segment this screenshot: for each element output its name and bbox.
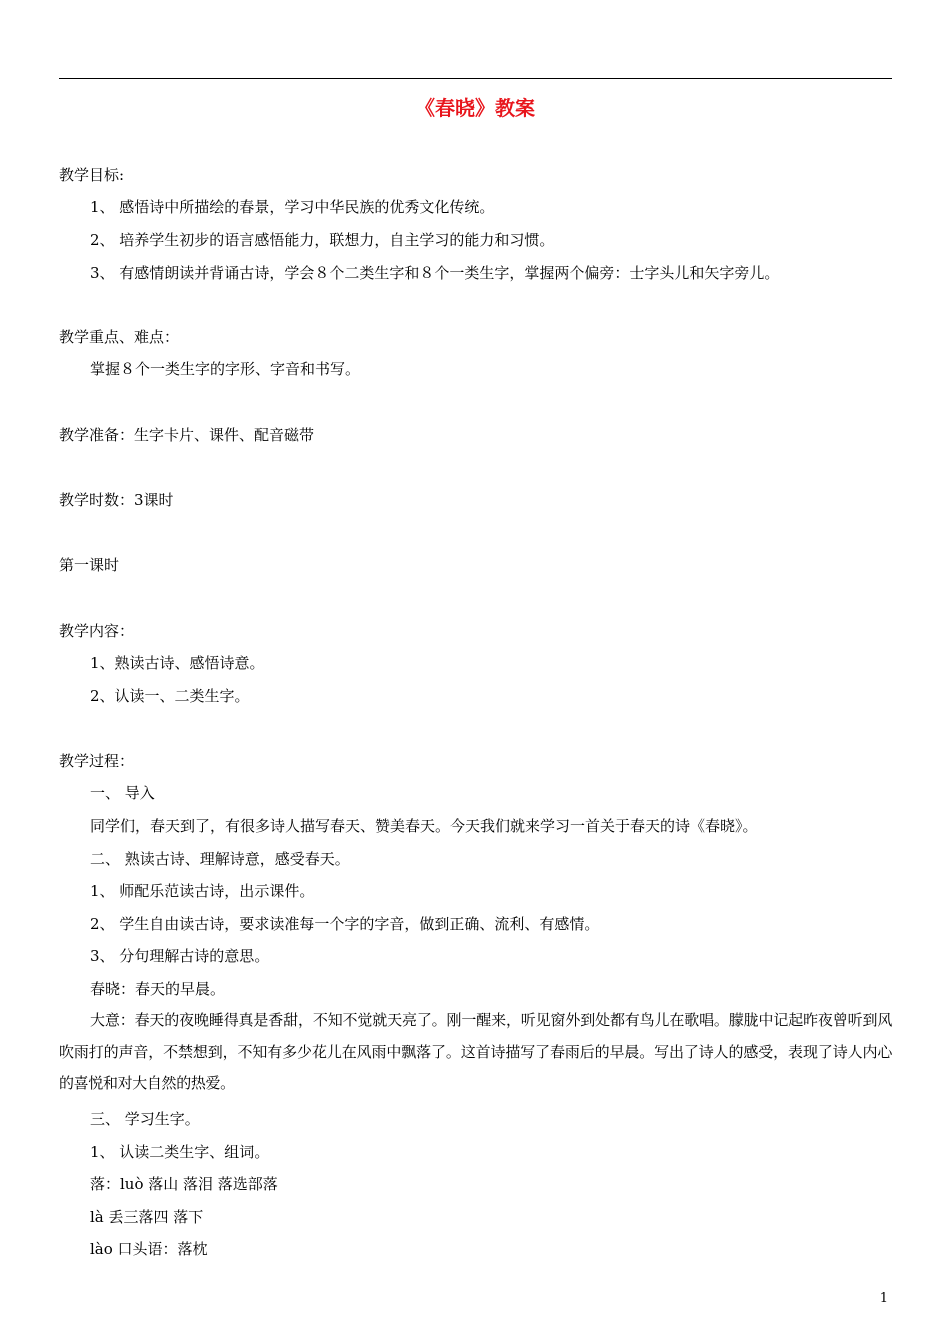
goal-item-1: 1、 感悟诗中所描绘的春景，学习中华民族的优秀文化传统。 [90,198,495,216]
content-item-2: 2、认读一、二类生字。 [90,687,250,705]
process-heading: 教学过程： [59,752,135,770]
goals-heading: 教学目标: [59,166,125,184]
content-item-1: 1、熟读古诗、感悟诗意。 [90,654,265,672]
process-line: 同学们，春天到了，有很多诗人描写春天、赞美春天。今天我们就来学习一首关于春天的诗《春晓》。 [90,817,758,835]
header-rule [59,78,892,79]
process-line: 春晓：春天的早晨。 [90,980,226,998]
process-line: 三、 学习生字。 [90,1110,200,1128]
hours-text: 教学时数：3课时 [59,491,174,509]
pinyin-line: 落：luò 落山 落泪 落选部落 [90,1175,278,1193]
goal-item-2: 2、 培养学生初步的语言感悟能力，联想力，自主学习的能力和习惯。 [90,231,555,249]
process-line: 1、 师配乐范读古诗，出示课件。 [90,882,315,900]
process-line: 1、 认读二类生字、组词。 [90,1143,270,1161]
process-line: 一、 导入 [90,784,155,802]
process-line: 3、 分句理解古诗的意思。 [90,947,270,965]
keypoints-heading: 教学重点、难点： [59,328,180,346]
document-title: 《春晓》教案 [415,96,535,120]
keypoints-text: 掌握８个一类生字的字形、字音和书写。 [90,360,361,378]
lesson-heading: 第一课时 [59,556,120,574]
goal-item-3: 3、 有感情朗读并背诵古诗，学会８个二类生字和８个一类生字，掌握两个偏旁：士字头儿和矢字旁儿。 [90,264,780,282]
preparation-text: 教学准备：生字卡片、课件、配音磁带 [59,426,315,444]
process-line: 二、 熟读古诗、理解诗意，感受春天。 [90,850,350,868]
pinyin-line: lào 口头语：落枕 [90,1240,208,1258]
page-number: 1 [879,1291,888,1306]
content-heading: 教学内容： [59,622,135,640]
process-line: 2、 学生自由读古诗，要求读准每一个字的字音，做到正确、流利、有感情。 [90,915,600,933]
pinyin-line: là 丢三落四 落下 [90,1208,204,1226]
poem-summary-paragraph: 大意：春天的夜晚睡得真是香甜，不知不觉就天亮了。刚一醒来，听见窗外到处都有鸟儿在歌唱。朦胧中记起昨夜曾听到风吹雨打的声音，不禁想到，不知有多少花儿在风雨中飘落了。这首诗描写了春雨后的早晨。写出了诗人的感受，表现了诗人内心的喜悦和对大自然的热爱。 [59,1011,892,1092]
